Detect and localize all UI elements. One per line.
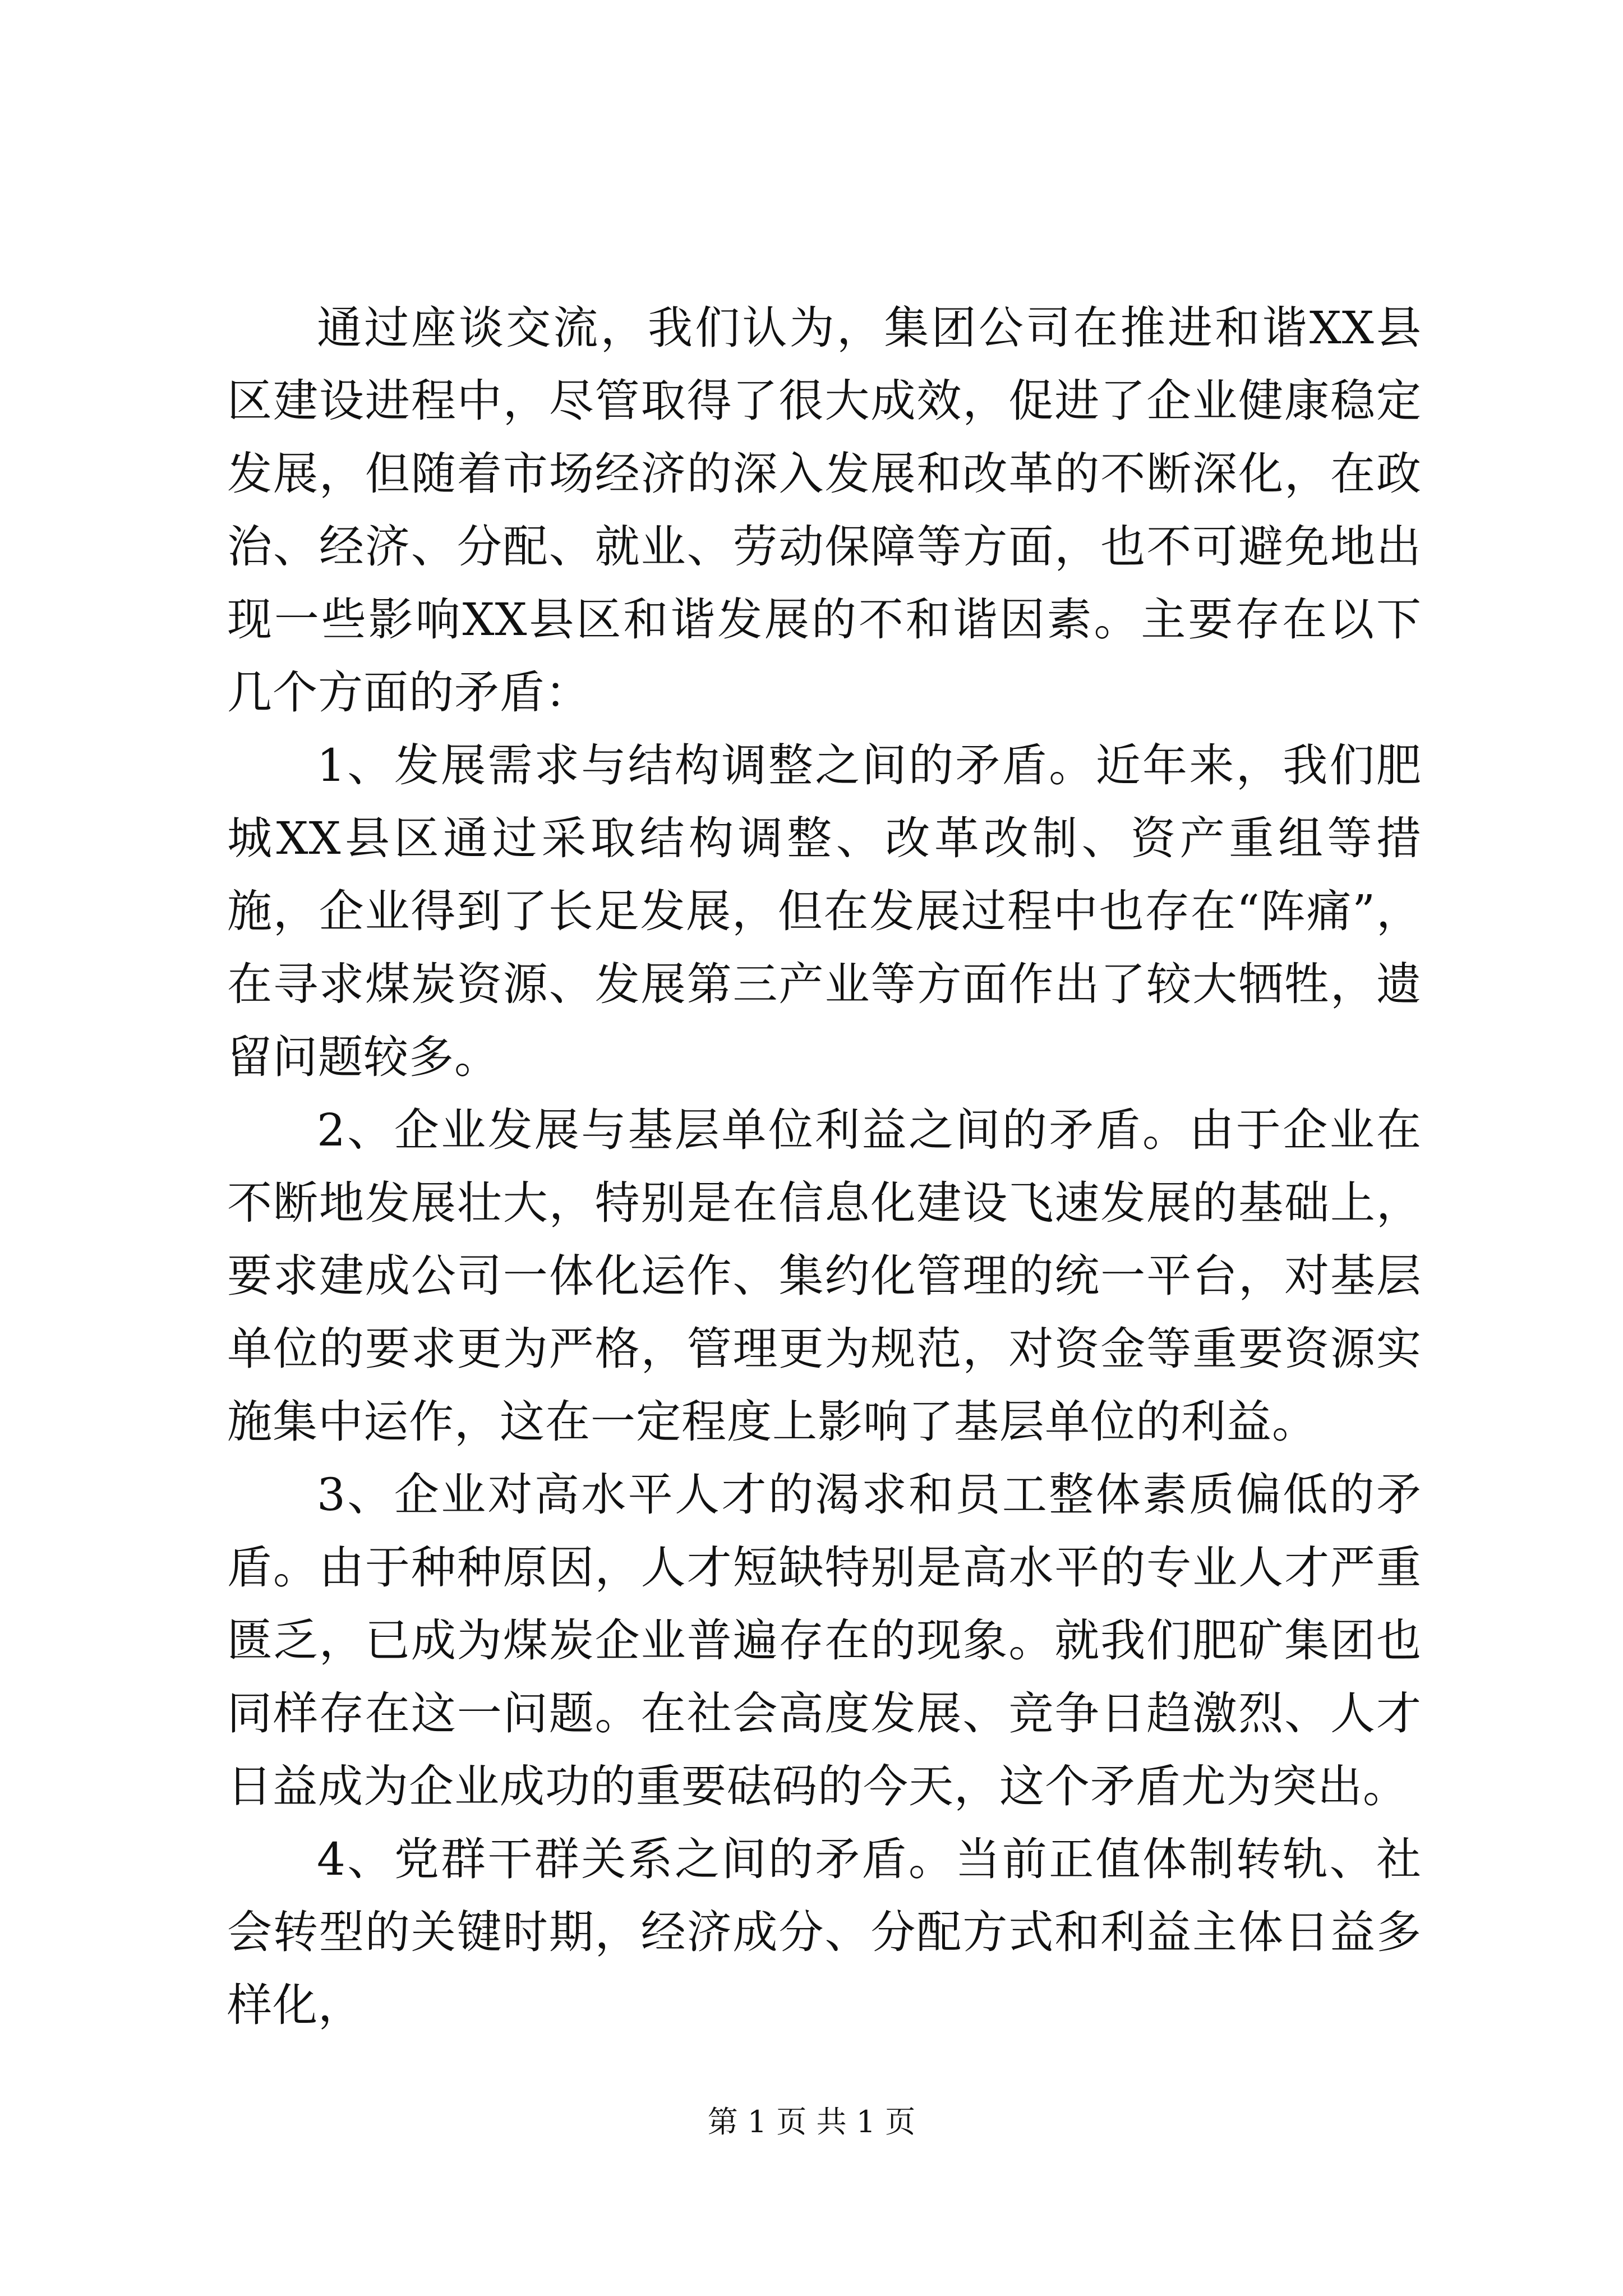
paragraph-item-1: 1、发展需求与结构调整之间的矛盾。近年来，我们肥城XX县区通过采取结构调整、改革改制、资产重组等措施，企业得到了长足发展，但在发展过程中也存在“阵痛”，在寻求煤炭资源、发展第三产业等方面作出了较大牺牲，遗留问题较多。 (227, 739, 1422, 1083)
paragraph-item-2: 2、企业发展与基层单位利益之间的矛盾。由于企业在不断地发展壮大，特别是在信息化建设飞速发展的基础上，要求建成公司一体化运作、集约化管理的统一平台，对基层单位的要求更为严格，管理更为规范，对资金等重要资源实施集中运作，这在一定程度上影响了基层单位的利益。 (227, 1104, 1422, 1448)
page-footer: 第 1 页 共 1 页 (707, 2104, 916, 2139)
paragraph-item-3: 3、企业对高水平人才的渴求和员工整体素质偏低的矛盾。由于种种原因，人才短缺特别是高水平的专业人才严重匮乏，已成为煤炭企业普遍存在的现象。就我们肥矿集团也同样存在这一问题。在社会高度发展、竞争日趋激烈、人才日益成为企业成功的重要砝码的今天，这个矛盾尤为突出。 (227, 1469, 1422, 1812)
paragraph-item-4: 4、党群干群关系之间的矛盾。当前正值体制转轨、社会转型的关键时期，经济成分、分配方式和利益主体日益多样化， (227, 1833, 1422, 2031)
paragraph-intro: 通过座谈交流，我们认为，集团公司在推进和谐XX县区建设进程中，尽管取得了很大成效，促进了企业健康稳定发展，但随着市场经济的深入发展和改革的不断深化，在政治、经济、分配、就业、劳动保障等方面，也不可避免地出现一些影响XX县区和谐发展的不和谐因素。主要存在以下几个方面的矛盾： (227, 302, 1422, 719)
document-body (227, 292, 1422, 2042)
